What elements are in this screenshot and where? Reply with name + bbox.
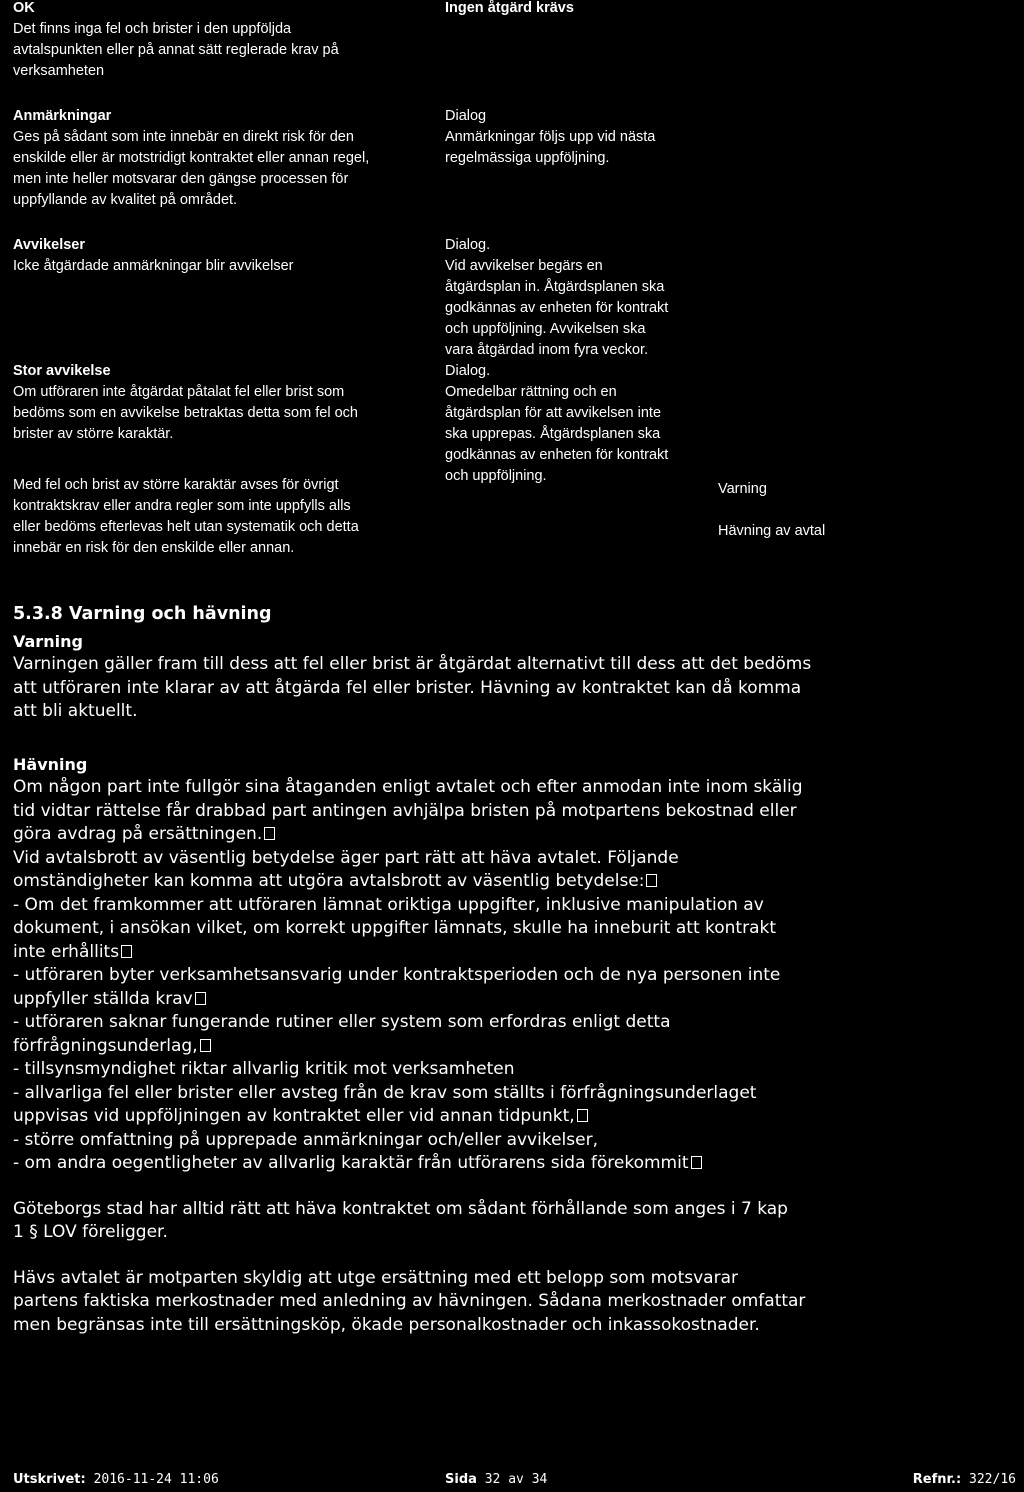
printed-label: Utskrivet: xyxy=(13,1472,86,1487)
action-line: godkännas av enheten för kontrakt xyxy=(445,447,669,463)
paragraph-line xyxy=(13,823,1013,847)
row-desc-line: Det finns inga fel och brister i den uppföljda xyxy=(13,21,292,37)
row-desc-line: verksamheten xyxy=(13,63,105,79)
action-line: Vid avvikelser begärs en xyxy=(445,258,603,274)
paragraph-line: att bli aktuellt. xyxy=(13,701,138,721)
row-title: Avvikelser xyxy=(13,237,86,253)
action-title: Ingen åtgärd krävs xyxy=(445,0,574,16)
ref-label: Refnr.: xyxy=(912,1472,962,1487)
action-line: Anmärkningar följs upp vid nästa xyxy=(445,129,656,145)
paragraph-line xyxy=(13,1105,1013,1129)
row-desc-line: innebär en risk för den enskilde eller annan. xyxy=(13,540,295,556)
row-desc-line: bedöms som en avvikelse betraktas detta som fel och xyxy=(13,405,358,421)
paragraph-line-text: omständigheter kan komma att utgöra avtalsbrott av väsentlig betydelse: xyxy=(13,871,657,891)
varning-paragraph xyxy=(13,653,1013,724)
paragraph-line-text: - om andra oegentligheter av allvarlig karaktär från utförarens sida förekommit xyxy=(13,1153,702,1173)
row-anmarkningar-action xyxy=(445,106,715,169)
paragraph-line: Göteborgs stad har alltid rätt att häva kontraktet om sådant förhållande som anges i 7 kap xyxy=(13,1198,788,1219)
page-value: 32 av 34 xyxy=(484,1472,548,1487)
lov-paragraph xyxy=(13,1198,1013,1245)
paragraph-line: - tillsynsmyndighet riktar allvarlig kritik mot verksamheten xyxy=(13,1059,515,1079)
paragraph-line: Om någon part inte fullgör sina åtaganden enligt avtalet och efter anmodan inte inom skälig xyxy=(13,777,803,797)
paragraph-line xyxy=(13,870,1013,894)
action-line: och uppföljning. xyxy=(445,468,547,484)
action-title: Dialog. xyxy=(445,237,491,253)
section-heading: 5.3.8 Varning och hävning xyxy=(13,604,272,624)
row-title: Anmärkningar xyxy=(13,108,112,124)
row-avvikelser-action xyxy=(445,235,715,361)
row-ok-action xyxy=(445,0,715,19)
paragraph-line: partens faktiska merkostnader med anledning av hävningen. Sådana merkostnader omfattar xyxy=(13,1291,806,1311)
row-ok-description xyxy=(13,0,433,82)
paragraph-line: men begränsas inte till ersättningsköp, ökade personalkostnader och inkassokostnader. xyxy=(13,1314,760,1335)
ref-value: 322/16 xyxy=(969,1472,1016,1487)
havning-heading: Hävning xyxy=(13,754,88,774)
row-desc-line: men inte heller motsvarar den gängse processen för xyxy=(13,171,349,187)
row-storre-karaktar-description xyxy=(13,475,433,559)
footer-printed xyxy=(13,1472,219,1487)
row-desc-line: uppfyllande av kvalitet på området. xyxy=(13,192,238,208)
varning-heading: Varning xyxy=(13,631,83,651)
paragraph-line: Vid avtalsbrott av väsentlig betydelse äger part rätt att häva avtalet. Följande xyxy=(13,847,679,868)
ersattning-paragraph xyxy=(13,1267,1013,1338)
action-line: åtgärdsplan för att avvikelsen inte xyxy=(445,405,662,421)
paragraph-line xyxy=(13,941,1013,965)
action-line: vara åtgärdad inom fyra veckor. xyxy=(445,342,649,358)
action-line: åtgärdsplan in. Åtgärdsplanen ska xyxy=(445,279,665,295)
paragraph-line: - allvarliga fel eller brister eller avsteg från de krav som ställts i förfrågningsunderlaget xyxy=(13,1082,757,1103)
action-line: Omedelbar rättning och en xyxy=(445,384,617,400)
row-anmarkningar-description xyxy=(13,106,433,211)
paragraph-line xyxy=(13,988,1013,1012)
action-line: godkännas av enheten för kontrakt xyxy=(445,300,669,316)
row-desc-line: enskilde eller är motstridigt kontraktet eller annan regel, xyxy=(13,150,370,166)
consequence-havning: Hävning av avtal xyxy=(718,523,826,539)
paragraph-line: - större omfattning på upprepade anmärkningar och/eller avvikelser, xyxy=(13,1129,598,1150)
row-desc-line: avtalspunkten eller på annat sätt reglerade krav på xyxy=(13,42,339,58)
paragraph-line-text: göra avdrag på ersättningen. xyxy=(13,824,275,844)
row-desc-line: Med fel och brist av större karaktär avses för övrigt xyxy=(13,477,339,493)
paragraph-line: - utföraren saknar fungerande rutiner eller system som erfordras enligt detta xyxy=(13,1012,671,1032)
row-desc-line: kontraktskrav eller andra regler som inte uppfylls alls xyxy=(13,498,351,514)
paragraph-line: att utföraren inte klarar av att åtgärda fel eller brister. Hävning av kontraktet kan då komma xyxy=(13,677,802,698)
paragraph-line-text: inte erhållits xyxy=(13,942,132,962)
row-desc-line: Icke åtgärdade anmärkningar blir avvikelser xyxy=(13,258,294,274)
action-title: Dialog. xyxy=(445,363,491,379)
row-stor-avvikelse-action xyxy=(445,361,715,487)
action-line: och uppföljning. Avvikelsen ska xyxy=(445,321,646,337)
paragraph-line: 1 § LOV föreligger. xyxy=(13,1222,168,1242)
action-title: Dialog xyxy=(445,108,487,124)
action-line: regelmässiga uppföljning. xyxy=(445,150,610,166)
page-label: Sida xyxy=(445,1472,477,1487)
row-desc-line: Ges på sådant som inte innebär en direkt risk för den xyxy=(13,129,354,145)
row-desc-line: eller bedöms efterlevas helt utan systematik och detta xyxy=(13,519,359,535)
paragraph-line: tid vidtar rättelse får drabbad part antingen avhjälpa bristen på motpartens bekostnad eller xyxy=(13,800,797,821)
row-desc-line: Om utföraren inte åtgärdat påtalat fel eller brist som xyxy=(13,384,345,400)
section-varning-havning xyxy=(13,603,1013,1337)
havning-paragraph xyxy=(13,776,1013,1176)
paragraph-line xyxy=(13,1035,1013,1059)
paragraph-line-text: uppfyller ställda krav xyxy=(13,989,206,1009)
paragraph-line-text: uppvisas vid uppföljningen av kontraktet eller vid annan tidpunkt, xyxy=(13,1106,588,1126)
paragraph-line-text: förfrågningsunderlag, xyxy=(13,1036,211,1056)
action-line: ska upprepas. Åtgärdsplanen ska xyxy=(445,426,661,442)
row-desc-line: brister av större karaktär. xyxy=(13,426,174,442)
paragraph-line: Varningen gäller fram till dess att fel eller brist är åtgärdat alternativt till dess att det bedöms xyxy=(13,654,812,674)
paragraph-line: dokument, i ansökan vilket, om korrekt uppgifter lämnats, skulle ha inneburit att kontrakt xyxy=(13,918,777,938)
footer-page xyxy=(445,1472,547,1487)
row-avvikelser-description xyxy=(13,235,433,277)
row-title: Stor avvikelse xyxy=(13,363,111,379)
printed-value: 2016-11-24 11:06 xyxy=(93,1472,219,1487)
paragraph-line: Hävs avtalet är motparten skyldig att utge ersättning med ett belopp som motsvarar xyxy=(13,1267,738,1288)
footer-ref xyxy=(913,1472,1016,1487)
row-stor-avvikelse-description xyxy=(13,361,433,445)
row-title: OK xyxy=(13,0,35,16)
consequence-varning: Varning xyxy=(718,481,767,497)
paragraph-line: - utföraren byter verksamhetsansvarig under kontraktsperioden och de nya personen inte xyxy=(13,965,781,985)
paragraph-line xyxy=(13,1152,1013,1176)
paragraph-line: - Om det framkommer att utföraren lämnat oriktiga uppgifter, inklusive manipulation av xyxy=(13,894,764,915)
